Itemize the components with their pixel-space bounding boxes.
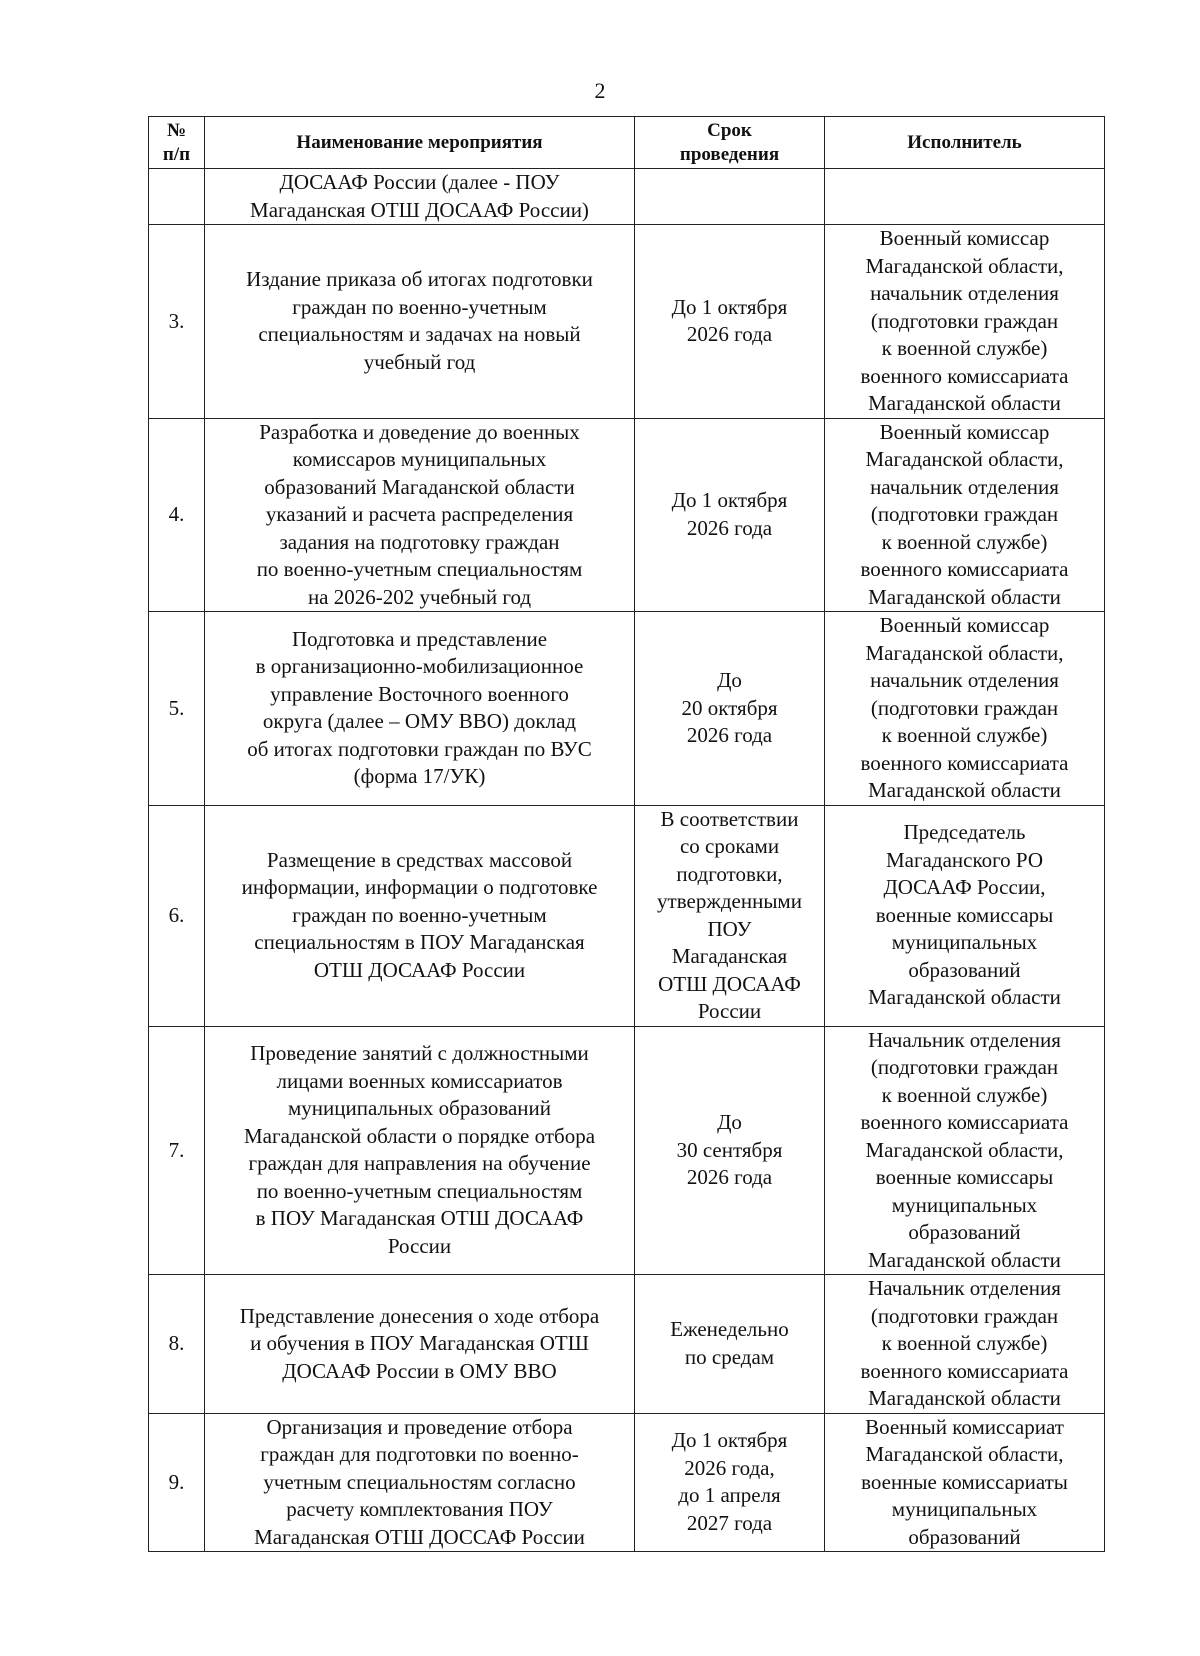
row-executor: Военный комиссар Магаданской области, начальник отделения (подготовки граждан к военной службе) военного комиссариата Магаданской области bbox=[825, 225, 1105, 419]
table-row bbox=[149, 418, 1105, 612]
events-table bbox=[148, 116, 1105, 1552]
header-term: Срок проведения bbox=[635, 117, 825, 169]
row-number: 3. bbox=[149, 225, 205, 419]
row-number: 4. bbox=[149, 418, 205, 612]
row-number: 7. bbox=[149, 1026, 205, 1275]
header-executor: Исполнитель bbox=[825, 117, 1105, 169]
row-executor: Начальник отделения (подготовки граждан к военной службе) военного комиссариата Магаданской области bbox=[825, 1275, 1105, 1414]
row-event-name: Организация и проведение отбора граждан для подготовки по военно- учетным специальностям согласно расчету комплектования ПОУ Магаданская ОТШ ДОССАФ России bbox=[205, 1413, 635, 1552]
row-term: До 20 октября 2026 года bbox=[635, 612, 825, 806]
header-number: № п/п bbox=[149, 117, 205, 169]
table-row bbox=[149, 225, 1105, 419]
table-row bbox=[149, 169, 1105, 225]
row-executor bbox=[825, 169, 1105, 225]
row-event-name: Издание приказа об итогах подготовки граждан по военно-учетным специальностям и задачах на новый учебный год bbox=[205, 225, 635, 419]
table-header-row bbox=[149, 117, 1105, 169]
row-event-name: Размещение в средствах массовой информации, информации о подготовке граждан по военно-учетным специальностям в ПОУ Магаданская ОТШ ДОСААФ России bbox=[205, 805, 635, 1026]
row-term: Еженедельно по средам bbox=[635, 1275, 825, 1414]
table-row bbox=[149, 1026, 1105, 1275]
row-term bbox=[635, 169, 825, 225]
row-event-name: Представление донесения о ходе отбора и обучения в ПОУ Магаданская ОТШ ДОСААФ России в ОМУ ВВО bbox=[205, 1275, 635, 1414]
table-row bbox=[149, 805, 1105, 1026]
row-term: До 30 сентября 2026 года bbox=[635, 1026, 825, 1275]
row-number: 6. bbox=[149, 805, 205, 1026]
row-term: До 1 октября 2026 года, до 1 апреля 2027 года bbox=[635, 1413, 825, 1552]
row-executor: Военный комиссар Магаданской области, начальник отделения (подготовки граждан к военной службе) военного комиссариата Магаданской области bbox=[825, 612, 1105, 806]
row-executor: Военный комиссар Магаданской области, начальник отделения (подготовки граждан к военной службе) военного комиссариата Магаданской области bbox=[825, 418, 1105, 612]
row-executor: Военный комиссариат Магаданской области, военные комиссариаты муниципальных образований bbox=[825, 1413, 1105, 1552]
row-executor: Начальник отделения (подготовки граждан к военной службе) военного комиссариата Магаданской области, военные комиссары муниципальных образований Магаданской области bbox=[825, 1026, 1105, 1275]
row-executor: Председатель Магаданского РО ДОСААФ России, военные комиссары муниципальных образований Магаданской области bbox=[825, 805, 1105, 1026]
row-number: 9. bbox=[149, 1413, 205, 1552]
row-number: 5. bbox=[149, 612, 205, 806]
row-event-name: Разработка и доведение до военных комиссаров муниципальных образований Магаданской области указаний и расчета распределения задания на подготовку граждан по военно-учетным специальностям на 2026-202 учебный год bbox=[205, 418, 635, 612]
row-event-name: Подготовка и представление в организационно-мобилизационное управление Восточного военного округа (далее – ОМУ ВВО) доклад об итогах подготовки граждан по ВУС (форма 17/УК) bbox=[205, 612, 635, 806]
row-number: 8. bbox=[149, 1275, 205, 1414]
row-number bbox=[149, 169, 205, 225]
row-term: В соответствии со сроками подготовки, утвержденными ПОУ Магаданская ОТШ ДОСААФ России bbox=[635, 805, 825, 1026]
table-row bbox=[149, 1413, 1105, 1552]
row-event-name: Проведение занятий с должностными лицами военных комиссариатов муниципальных образований Магаданской области о порядке отбора граждан для направления на обучение по военно-учетным специальностям в ПОУ Магаданская ОТШ ДОСААФ России bbox=[205, 1026, 635, 1275]
row-event-name: ДОСААФ России (далее - ПОУ Магаданская ОТШ ДОСААФ России) bbox=[205, 169, 635, 225]
row-term: До 1 октября 2026 года bbox=[635, 225, 825, 419]
row-term: До 1 октября 2026 года bbox=[635, 418, 825, 612]
page-number: 2 bbox=[594, 78, 606, 103]
table-row bbox=[149, 1275, 1105, 1414]
table-row bbox=[149, 612, 1105, 806]
header-event-name: Наименование мероприятия bbox=[205, 117, 635, 169]
